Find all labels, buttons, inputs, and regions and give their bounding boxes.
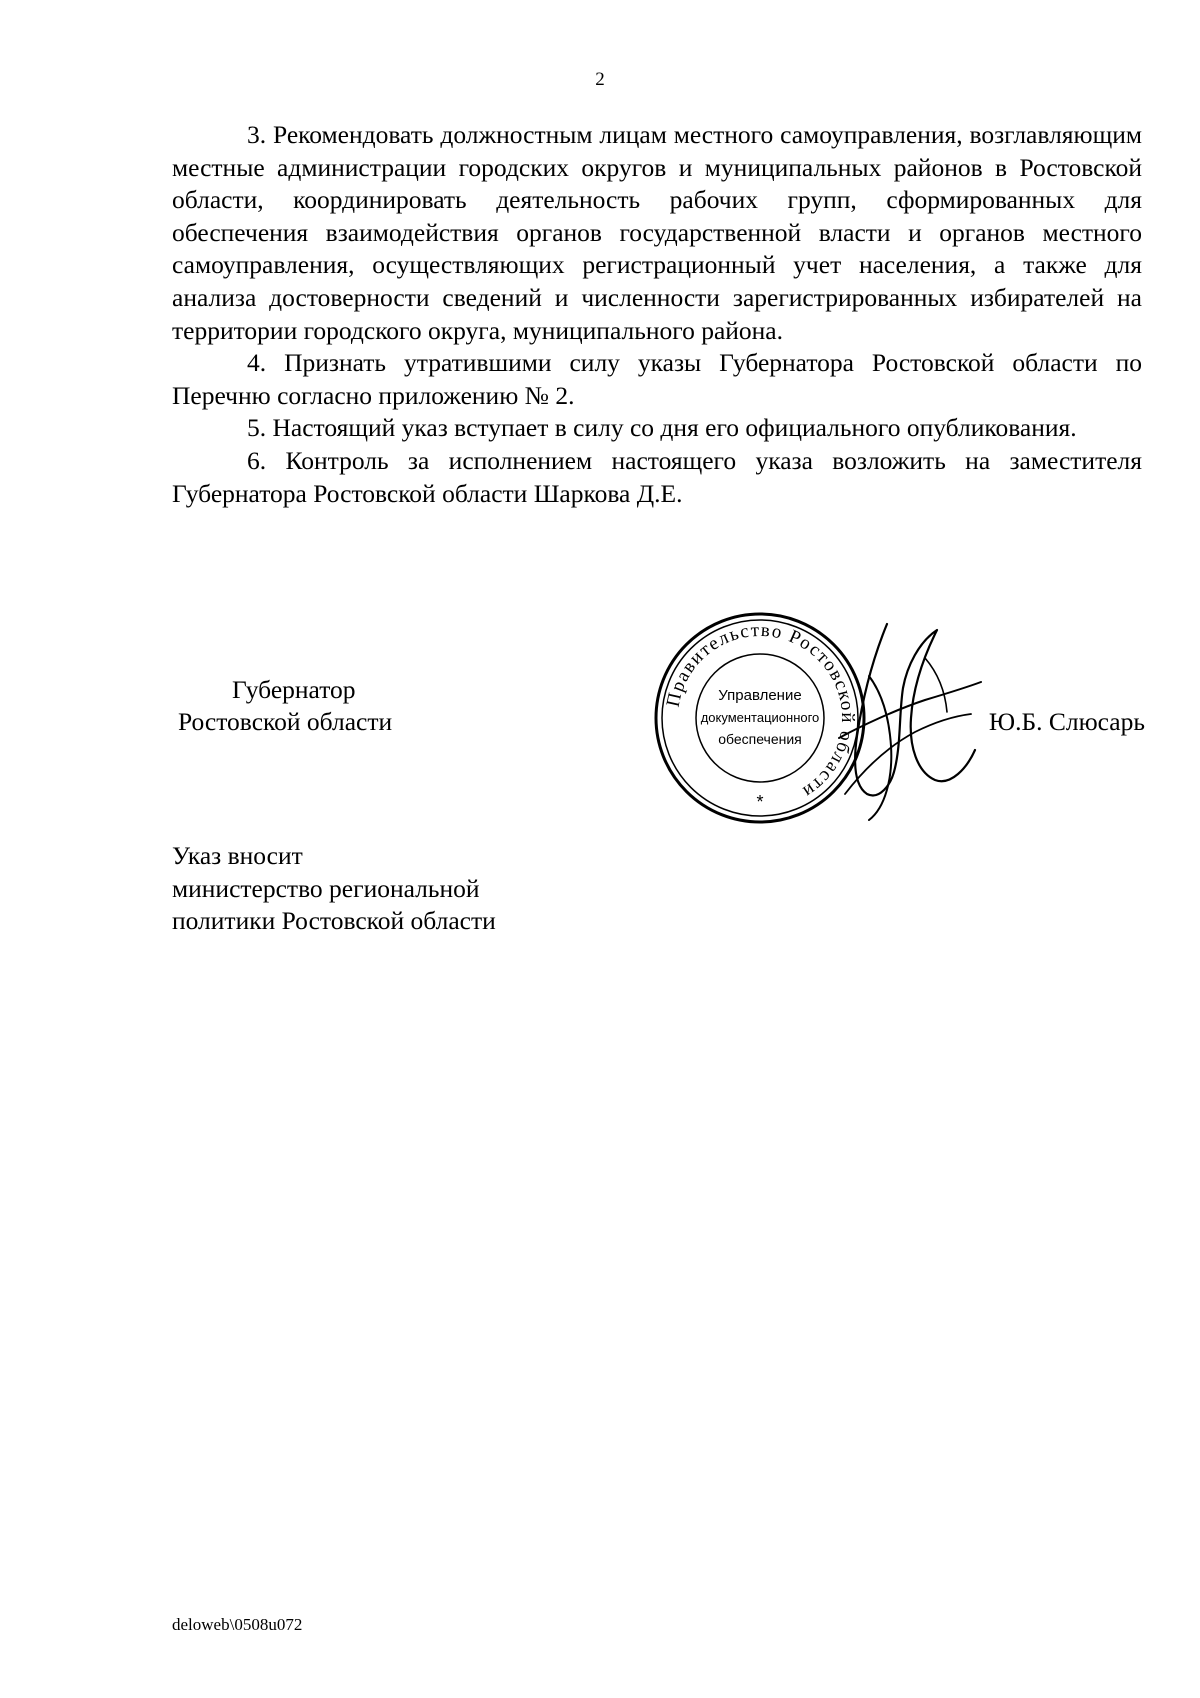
decree-body [172,119,1142,510]
submitted-by-line1: Указ вносит [172,841,303,870]
paragraph-3: 3. Рекомендовать должностным лицам местного самоуправления, возглавляющим местные администрации городских округов и муниципальных районов в Ростовской области, координировать деятельность рабочих групп, сформированных для обеспечения взаимодействия органов государственной власти и органов местного самоуправления, осуществляющих регистрационный учет населения, а также для анализа достоверности сведений и численности зарегистрированных избирателей на территории городского округа, муниципального района. [172,120,1142,345]
seal-center-line1: Управление [718,687,802,704]
page-number: 2 [595,69,605,90]
signer-position-line2: Ростовской области [178,707,393,736]
seal-center-line2: документационного [700,710,820,725]
handwritten-signature [825,618,985,828]
seal-center-line3: обеспечения [718,731,802,747]
signer-position-line1: Губернатор [232,675,356,704]
submitted-by-line3: политики Ростовской области [172,906,496,935]
paragraph-6: 6. Контроль за исполнением настоящего указа возложить на заместителя Губернатора Ростовской области Шаркова Д.Е. [172,445,1142,508]
submitted-by-line2: министерство региональной [172,873,480,903]
submitted-by-block [172,840,496,938]
signer-name: Ю.Б. Слюсарь [988,707,1145,736]
paragraph-5: 5. Настоящий указ вступает в силу со дня его официального опубликования. [247,413,1077,443]
paragraph-4: 4. Признать утратившими силу указы Губернатора Ростовской области по Перечню согласно приложению № 2. [172,348,1142,410]
seal-star-icon: * [756,792,764,812]
document-footer-code: deloweb\0508u072 [172,1615,303,1634]
seal-ring-text: Правительство Ростовской области [662,619,859,803]
